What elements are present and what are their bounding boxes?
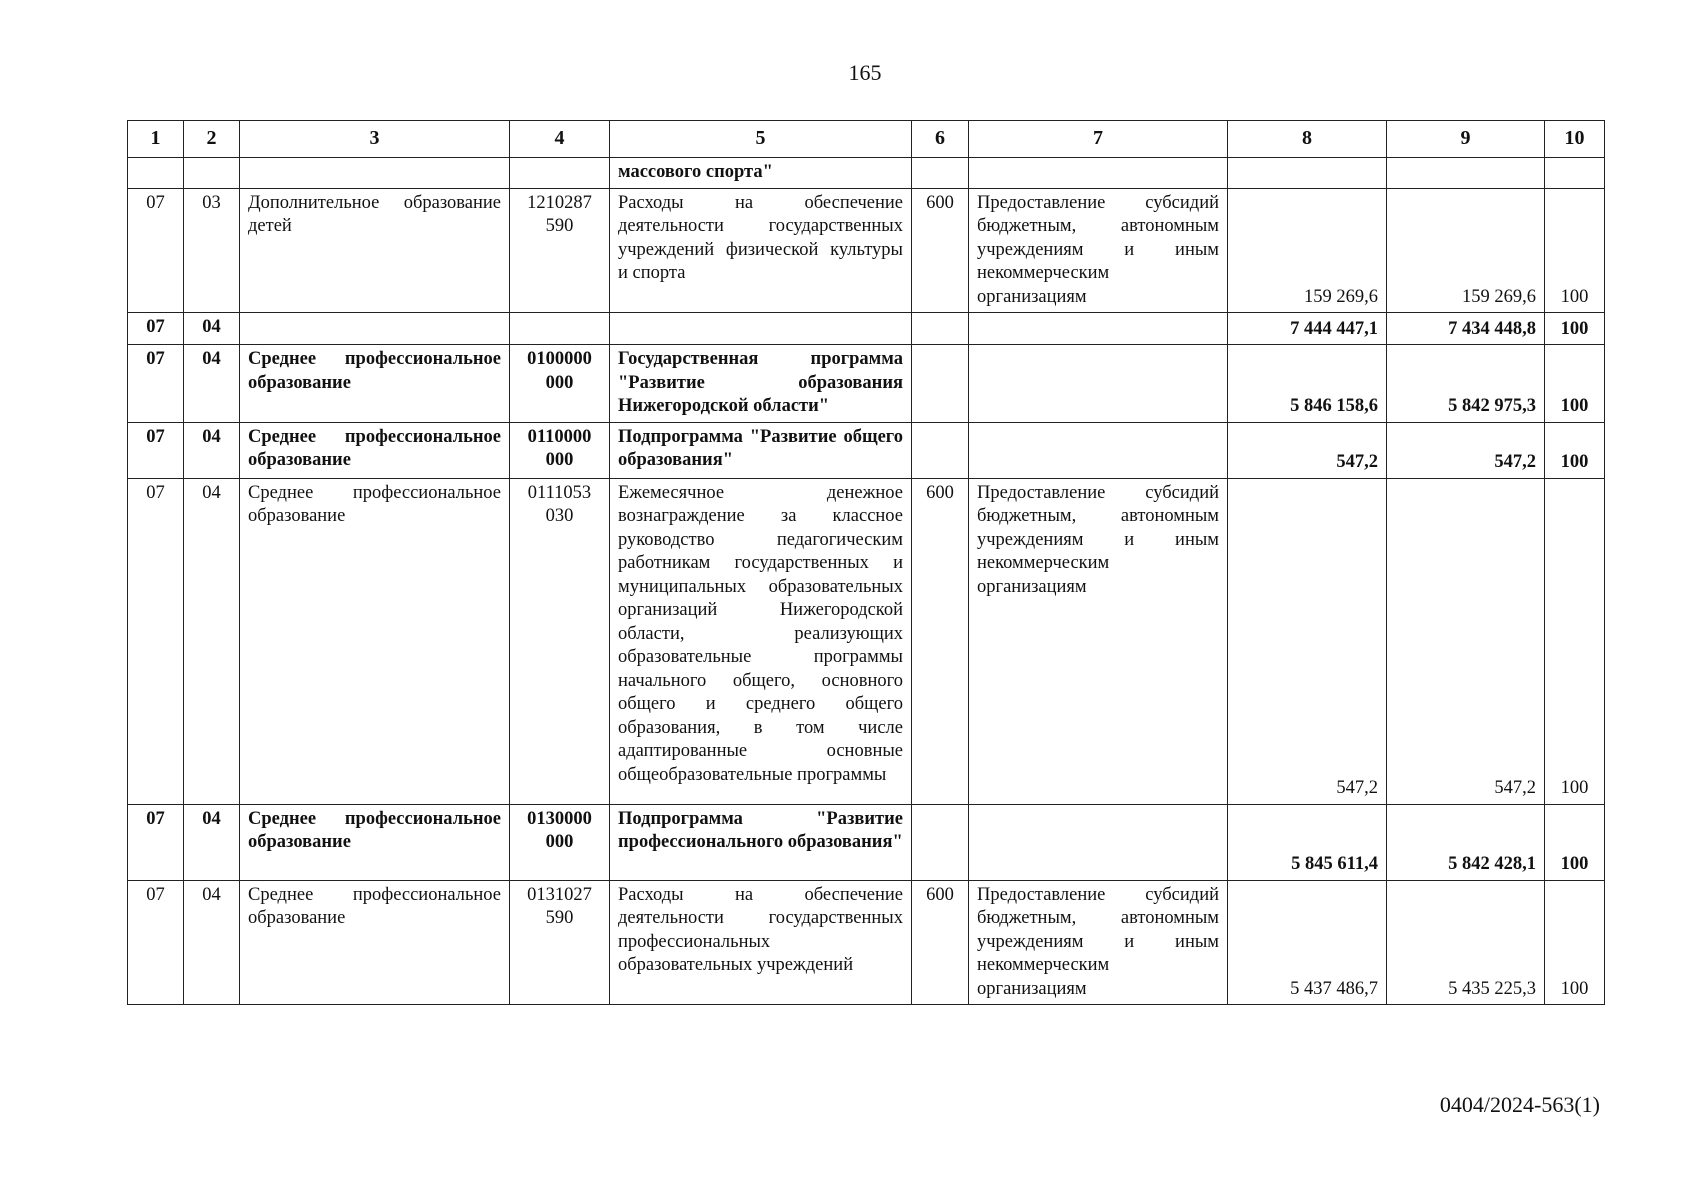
target-article-cell [510,345,610,423]
table-row [128,313,1605,345]
section-code-cell: 07 [128,422,184,478]
page-number: 165 [848,60,882,85]
table-row [128,880,1605,1005]
target-article-code-part: 590 [545,908,574,928]
article-name-cell: Подпрограмма "Развитие общего образования" [610,422,912,478]
section-name-cell: Дополнительное образование детей [240,188,510,313]
execution-percent-cell [1545,158,1605,189]
execution-percent-cell: 100 [1545,804,1605,880]
target-article-cell [510,188,610,313]
expense-type-code-cell [912,158,969,189]
header-cell: 7 [969,121,1228,158]
executed-amount-cell: 547,2 [1387,478,1545,804]
section-name-cell: Среднее профессиональное образование [240,345,510,423]
executed-amount-cell: 5 842 975,3 [1387,345,1545,423]
execution-percent-cell: 100 [1545,880,1605,1005]
subsection-code-cell: 04 [184,345,240,423]
expense-type-code-cell: 600 [912,880,969,1005]
target-article-code-part: 000 [545,450,574,470]
section-name-cell: Среднее профессиональное образование [240,422,510,478]
expense-type-code-cell: 600 [912,188,969,313]
execution-percent-cell: 100 [1545,345,1605,423]
header-cell: 6 [912,121,969,158]
target-article-code-part: 000 [545,832,574,852]
subsection-code-cell: 04 [184,880,240,1005]
table-row [128,422,1605,478]
section-code-cell: 07 [128,880,184,1005]
article-name-cell: Расходы на обеспечение деятельности государственных профессиональных образовательных учреждений [610,880,912,1005]
expense-type-code-cell: 600 [912,478,969,804]
header-cell: 5 [610,121,912,158]
expense-type-name-cell: Предоставление субсидий бюджетным, автономным учреждениям и иным некоммерческим организациям [969,478,1228,804]
section-name-cell: Среднее профессиональное образование [240,880,510,1005]
target-article-code-part: 030 [545,506,574,526]
table-row [128,345,1605,423]
table-row [128,158,1605,189]
executed-amount-cell: 547,2 [1387,422,1545,478]
planned-amount-cell: 159 269,6 [1228,188,1387,313]
target-article-code-part: 000 [545,372,574,393]
target-article-code-part: 0111053 [527,482,592,503]
table-row [128,478,1605,804]
header-cell: 10 [1545,121,1605,158]
executed-amount-cell: 7 434 448,8 [1387,313,1545,345]
target-article-code-part: 590 [545,216,574,236]
section-code-cell [128,158,184,189]
target-article-cell [510,313,610,345]
planned-amount-cell [1228,158,1387,189]
execution-percent-cell: 100 [1545,478,1605,804]
section-code-cell: 07 [128,345,184,423]
header-cell: 4 [510,121,610,158]
expense-type-name-cell [969,345,1228,423]
table-row [128,804,1605,880]
target-article-code-part: 0100000 [527,349,592,369]
table-header-row [128,121,1605,158]
article-name-cell [610,313,912,345]
planned-amount-cell: 547,2 [1228,478,1387,804]
planned-amount-cell: 5 845 611,4 [1228,804,1387,880]
table-body [128,121,1605,1005]
section-code-cell: 07 [128,188,184,313]
header-cell: 1 [128,121,184,158]
header-cell: 8 [1228,121,1387,158]
planned-amount-cell: 7 444 447,1 [1228,313,1387,345]
article-name-cell: массового спорта" [610,158,912,189]
target-article-code-part: 0110000 [527,426,592,447]
subsection-code-cell: 04 [184,804,240,880]
target-article-code-part: 1210287 [527,192,592,213]
section-name-cell [240,158,510,189]
planned-amount-cell: 5 437 486,7 [1228,880,1387,1005]
subsection-code-cell: 04 [184,478,240,804]
expense-type-code-cell [912,313,969,345]
section-name-cell [240,313,510,345]
target-article-cell [510,478,610,804]
article-name-cell: Ежемесячное денежное вознаграждение за классное руководство педагогическим работникам государственных и муниципальных образовательных организаций Нижегородской области, реализующих образовательные программы начального общего, основного общего и среднего общего образования, в том числе адаптированные основные общеобразовательные программы [610,478,912,804]
header-cell: 2 [184,121,240,158]
section-code-cell: 07 [128,478,184,804]
table-row [128,188,1605,313]
expense-type-name-cell [969,422,1228,478]
target-article-cell [510,158,610,189]
article-name-cell: Расходы на обеспечение деятельности государственных учреждений физической культуры и спорта [610,188,912,313]
document-code: 0404/2024-563(1) [1439,1092,1600,1117]
subsection-code-cell: 04 [184,422,240,478]
execution-percent-cell: 100 [1545,188,1605,313]
subsection-code-cell [184,158,240,189]
section-code-cell: 07 [128,313,184,345]
section-code-cell: 07 [128,804,184,880]
header-cell: 3 [240,121,510,158]
expense-type-name-cell [969,313,1228,345]
target-article-code-part: 0130000 [527,808,592,829]
executed-amount-cell: 5 435 225,3 [1387,880,1545,1005]
expense-type-name-cell [969,804,1228,880]
executed-amount-cell: 5 842 428,1 [1387,804,1545,880]
expense-type-name-cell: Предоставление субсидий бюджетным, автономным учреждениям и иным некоммерческим организациям [969,188,1228,313]
planned-amount-cell: 547,2 [1228,422,1387,478]
section-name-cell: Среднее профессиональное образование [240,478,510,804]
target-article-cell [510,880,610,1005]
execution-percent-cell: 100 [1545,422,1605,478]
expense-type-code-cell [912,422,969,478]
subsection-code-cell: 03 [184,188,240,313]
header-cell: 9 [1387,121,1545,158]
article-name-cell: Государственная программа "Развитие образования Нижегородской области" [610,345,912,423]
expense-type-name-cell: Предоставление субсидий бюджетным, автономным учреждениям и иным некоммерческим организациям [969,880,1228,1005]
planned-amount-cell: 5 846 158,6 [1228,345,1387,423]
expense-type-code-cell [912,345,969,423]
expense-type-code-cell [912,804,969,880]
section-name-cell: Среднее профессиональное образование [240,804,510,880]
target-article-code-part: 0131027 [527,884,592,905]
target-article-cell [510,804,610,880]
execution-percent-cell: 100 [1545,313,1605,345]
target-article-cell [510,422,610,478]
budget-table [127,120,1605,1005]
subsection-code-cell: 04 [184,313,240,345]
executed-amount-cell: 159 269,6 [1387,188,1545,313]
executed-amount-cell [1387,158,1545,189]
expense-type-name-cell [969,158,1228,189]
article-name-cell: Подпрограмма "Развитие профессионального образования" [610,804,912,880]
